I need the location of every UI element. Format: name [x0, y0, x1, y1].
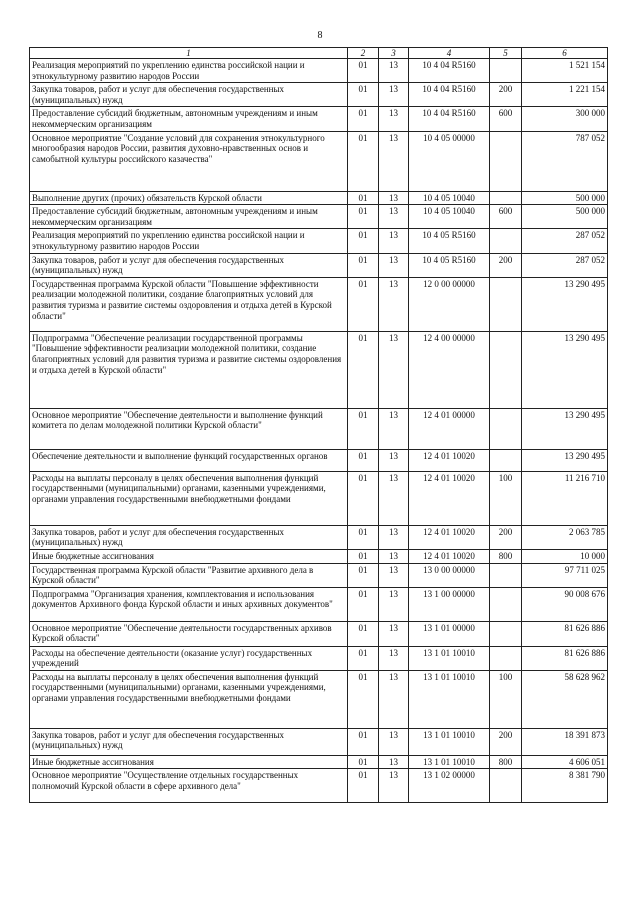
row-section-cell: 01 — [348, 408, 379, 449]
row-amount-cell: 81 626 886 — [522, 621, 608, 646]
page-number: 8 — [317, 30, 323, 41]
row-expense-type-cell — [490, 646, 522, 670]
row-name-cell: Закупка товаров, работ и услуг для обеспечения государственных (муниципальных) нужд — [30, 525, 348, 549]
row-amount-cell: 500 000 — [522, 191, 608, 205]
row-target-code-cell: 13 1 01 10010 — [409, 646, 490, 670]
row-expense-type-cell: 600 — [490, 107, 522, 131]
table-row — [30, 549, 608, 563]
row-target-code-cell: 13 1 01 10010 — [409, 728, 490, 755]
row-expense-type-cell: 100 — [490, 471, 522, 525]
row-expense-type-cell: 200 — [490, 253, 522, 277]
row-section-cell: 01 — [348, 525, 379, 549]
table-row — [30, 229, 608, 253]
row-target-code-cell: 12 4 01 00000 — [409, 408, 490, 449]
row-name-cell: Государственная программа Курской области "Развитие архивного дела в Курской области" — [30, 563, 348, 587]
table-row — [30, 205, 608, 229]
row-target-code-cell: 13 1 02 00000 — [409, 769, 490, 803]
row-name-cell: Реализация мероприятий по укреплению единства российской нации и этнокультурному развитию народов России — [30, 229, 348, 253]
row-amount-cell: 287 052 — [522, 253, 608, 277]
row-name-cell: Предоставление субсидий бюджетным, автономным учреждениям и иным некоммерческим организациям — [30, 107, 348, 131]
row-amount-cell: 13 290 495 — [522, 331, 608, 408]
row-target-code-cell: 12 4 01 10020 — [409, 471, 490, 525]
row-name-cell: Иные бюджетные ассигнования — [30, 755, 348, 769]
row-target-code-cell: 12 4 01 10020 — [409, 549, 490, 563]
row-subsection-cell: 13 — [379, 449, 409, 471]
row-target-code-cell: 13 1 01 10010 — [409, 755, 490, 769]
table-row — [30, 277, 608, 331]
row-expense-type-cell: 800 — [490, 549, 522, 563]
row-subsection-cell: 13 — [379, 205, 409, 229]
row-expense-type-cell — [490, 408, 522, 449]
row-amount-cell: 58 628 962 — [522, 670, 608, 728]
row-name-cell: Иные бюджетные ассигнования — [30, 549, 348, 563]
row-subsection-cell: 13 — [379, 549, 409, 563]
row-target-code-cell: 10 4 05 R5160 — [409, 229, 490, 253]
row-amount-cell: 18 391 873 — [522, 728, 608, 755]
row-amount-cell: 287 052 — [522, 229, 608, 253]
row-subsection-cell: 13 — [379, 408, 409, 449]
row-name-cell: Расходы на выплаты персоналу в целях обеспечения выполнения функций государственными (муниципальными) органами, казенными учреждениями, органами управления государственными внебюджетными фондами — [30, 670, 348, 728]
row-name-cell: Основное мероприятие "Создание условий для сохранения этнокультурного многообразия народов России, развития духовно-нравственных основ и самобытной культуры российского казачества" — [30, 131, 348, 191]
row-section-cell: 01 — [348, 587, 379, 621]
row-section-cell: 01 — [348, 83, 379, 107]
row-section-cell: 01 — [348, 549, 379, 563]
row-expense-type-cell: 600 — [490, 205, 522, 229]
row-target-code-cell: 12 4 00 00000 — [409, 331, 490, 408]
row-amount-cell: 81 626 886 — [522, 646, 608, 670]
row-expense-type-cell: 100 — [490, 670, 522, 728]
row-target-code-cell: 10 4 05 00000 — [409, 131, 490, 191]
row-subsection-cell: 13 — [379, 621, 409, 646]
row-subsection-cell: 13 — [379, 755, 409, 769]
row-amount-cell: 13 290 495 — [522, 408, 608, 449]
row-section-cell: 01 — [348, 471, 379, 525]
row-amount-cell: 97 711 025 — [522, 563, 608, 587]
row-amount-cell: 4 606 051 — [522, 755, 608, 769]
row-name-cell: Предоставление субсидий бюджетным, автономным учреждениям и иным некоммерческим организациям — [30, 205, 348, 229]
row-section-cell: 01 — [348, 59, 379, 83]
row-section-cell: 01 — [348, 331, 379, 408]
row-section-cell: 01 — [348, 670, 379, 728]
row-amount-cell: 10 000 — [522, 549, 608, 563]
row-section-cell: 01 — [348, 449, 379, 471]
row-target-code-cell: 13 1 01 00000 — [409, 621, 490, 646]
row-amount-cell: 1 221 154 — [522, 83, 608, 107]
header-col-4: 4 — [409, 48, 490, 59]
row-amount-cell: 8 381 790 — [522, 769, 608, 803]
row-subsection-cell: 13 — [379, 525, 409, 549]
row-expense-type-cell — [490, 449, 522, 471]
row-target-code-cell: 12 4 01 10020 — [409, 525, 490, 549]
header-col-6: 6 — [522, 48, 608, 59]
row-expense-type-cell — [490, 59, 522, 83]
header-row — [30, 48, 608, 59]
row-subsection-cell: 13 — [379, 131, 409, 191]
row-name-cell: Закупка товаров, работ и услуг для обеспечения государственных (муниципальных) нужд — [30, 728, 348, 755]
row-target-code-cell: 10 4 05 R5160 — [409, 253, 490, 277]
row-subsection-cell: 13 — [379, 587, 409, 621]
row-expense-type-cell — [490, 769, 522, 803]
row-expense-type-cell: 200 — [490, 83, 522, 107]
row-amount-cell: 787 052 — [522, 131, 608, 191]
row-section-cell: 01 — [348, 229, 379, 253]
table-row — [30, 191, 608, 205]
row-expense-type-cell — [490, 277, 522, 331]
table-row — [30, 646, 608, 670]
row-section-cell: 01 — [348, 205, 379, 229]
table-row — [30, 769, 608, 803]
row-name-cell: Расходы на выплаты персоналу в целях обеспечения выполнения функций государственными (муниципальными) органами, казенными учреждениями, органами управления государственными внебюджетными фондами — [30, 471, 348, 525]
table-row — [30, 107, 608, 131]
row-target-code-cell: 10 4 04 R5160 — [409, 107, 490, 131]
row-expense-type-cell — [490, 587, 522, 621]
row-section-cell: 01 — [348, 621, 379, 646]
table-row — [30, 471, 608, 525]
table-row — [30, 59, 608, 83]
row-name-cell: Основное мероприятие "Осуществление отдельных государственных полномочий Курской области в сфере архивного дела" — [30, 769, 348, 803]
row-name-cell: Закупка товаров, работ и услуг для обеспечения государственных (муниципальных) нужд — [30, 253, 348, 277]
budget-table — [29, 47, 608, 803]
row-target-code-cell: 12 0 00 00000 — [409, 277, 490, 331]
table-row — [30, 449, 608, 471]
row-amount-cell: 2 063 785 — [522, 525, 608, 549]
row-name-cell: Основное мероприятие "Обеспечение деятельности и выполнение функций комитета по делам молодежной политики Курской области" — [30, 408, 348, 449]
header-col-3: 3 — [379, 48, 409, 59]
row-name-cell: Основное мероприятие "Обеспечение деятельности государственных архивов Курской области" — [30, 621, 348, 646]
row-section-cell: 01 — [348, 107, 379, 131]
header-col-5: 5 — [490, 48, 522, 59]
row-section-cell: 01 — [348, 191, 379, 205]
row-section-cell: 01 — [348, 769, 379, 803]
row-subsection-cell: 13 — [379, 670, 409, 728]
table-row — [30, 525, 608, 549]
row-section-cell: 01 — [348, 646, 379, 670]
row-name-cell: Закупка товаров, работ и услуг для обеспечения государственных (муниципальных) нужд — [30, 83, 348, 107]
row-name-cell: Реализация мероприятий по укреплению единства российской нации и этнокультурному развитию народов России — [30, 59, 348, 83]
row-subsection-cell: 13 — [379, 107, 409, 131]
header-col-1: 1 — [30, 48, 348, 59]
row-subsection-cell: 13 — [379, 83, 409, 107]
row-target-code-cell: 12 4 01 10020 — [409, 449, 490, 471]
row-section-cell: 01 — [348, 277, 379, 331]
row-name-cell: Подпрограмма "Организация хранения, комплектования и использования документов Архивного фонда Курской области и иных архивных документов" — [30, 587, 348, 621]
row-subsection-cell: 13 — [379, 59, 409, 83]
row-name-cell: Обеспечение деятельности и выполнение функций государственных органов — [30, 449, 348, 471]
row-expense-type-cell — [490, 191, 522, 205]
row-expense-type-cell — [490, 563, 522, 587]
table-row — [30, 621, 608, 646]
table-row — [30, 728, 608, 755]
row-target-code-cell: 10 4 04 R5160 — [409, 83, 490, 107]
row-section-cell: 01 — [348, 253, 379, 277]
row-target-code-cell: 10 4 05 10040 — [409, 205, 490, 229]
row-section-cell: 01 — [348, 728, 379, 755]
row-expense-type-cell — [490, 131, 522, 191]
row-section-cell: 01 — [348, 563, 379, 587]
row-section-cell: 01 — [348, 755, 379, 769]
row-section-cell: 01 — [348, 131, 379, 191]
row-amount-cell: 500 000 — [522, 205, 608, 229]
row-expense-type-cell: 200 — [490, 728, 522, 755]
row-expense-type-cell — [490, 229, 522, 253]
row-target-code-cell: 13 0 00 00000 — [409, 563, 490, 587]
row-subsection-cell: 13 — [379, 646, 409, 670]
row-subsection-cell: 13 — [379, 471, 409, 525]
row-amount-cell: 13 290 495 — [522, 277, 608, 331]
row-amount-cell: 300 000 — [522, 107, 608, 131]
row-expense-type-cell — [490, 621, 522, 646]
row-subsection-cell: 13 — [379, 253, 409, 277]
row-subsection-cell: 13 — [379, 563, 409, 587]
row-subsection-cell: 13 — [379, 769, 409, 803]
row-target-code-cell: 13 1 01 10010 — [409, 670, 490, 728]
row-target-code-cell: 10 4 04 R5160 — [409, 59, 490, 83]
row-amount-cell: 11 216 710 — [522, 471, 608, 525]
row-target-code-cell: 13 1 00 00000 — [409, 587, 490, 621]
table-row — [30, 755, 608, 769]
row-target-code-cell: 10 4 05 10040 — [409, 191, 490, 205]
row-subsection-cell: 13 — [379, 331, 409, 408]
row-expense-type-cell — [490, 331, 522, 408]
row-expense-type-cell: 200 — [490, 525, 522, 549]
header-col-2: 2 — [348, 48, 379, 59]
row-name-cell: Государственная программа Курской области "Повышение эффективности реализации молодежной политики, создание благоприятных условий для развития туризма и развитие системы оздоровления и отдыха детей в Курской области" — [30, 277, 348, 331]
row-subsection-cell: 13 — [379, 229, 409, 253]
table-row — [30, 563, 608, 587]
row-name-cell: Выполнение других (прочих) обязательств Курской области — [30, 191, 348, 205]
row-subsection-cell: 13 — [379, 277, 409, 331]
table-row — [30, 131, 608, 191]
table-row — [30, 331, 608, 408]
table-row — [30, 670, 608, 728]
table-row — [30, 587, 608, 621]
row-name-cell: Расходы на обеспечение деятельности (оказание услуг) государственных учреждений — [30, 646, 348, 670]
row-amount-cell: 13 290 495 — [522, 449, 608, 471]
table-row — [30, 83, 608, 107]
row-amount-cell: 1 521 154 — [522, 59, 608, 83]
row-subsection-cell: 13 — [379, 728, 409, 755]
table-row — [30, 408, 608, 449]
row-expense-type-cell: 800 — [490, 755, 522, 769]
row-amount-cell: 90 008 676 — [522, 587, 608, 621]
row-name-cell: Подпрограмма "Обеспечение реализации государственной программы "Повышение эффективности реализации молодежной политики, создание благоприятных условий для развития туризма и развитие системы оздоровления и отдыха детей в Курской области" — [30, 331, 348, 408]
table-row — [30, 253, 608, 277]
row-subsection-cell: 13 — [379, 191, 409, 205]
